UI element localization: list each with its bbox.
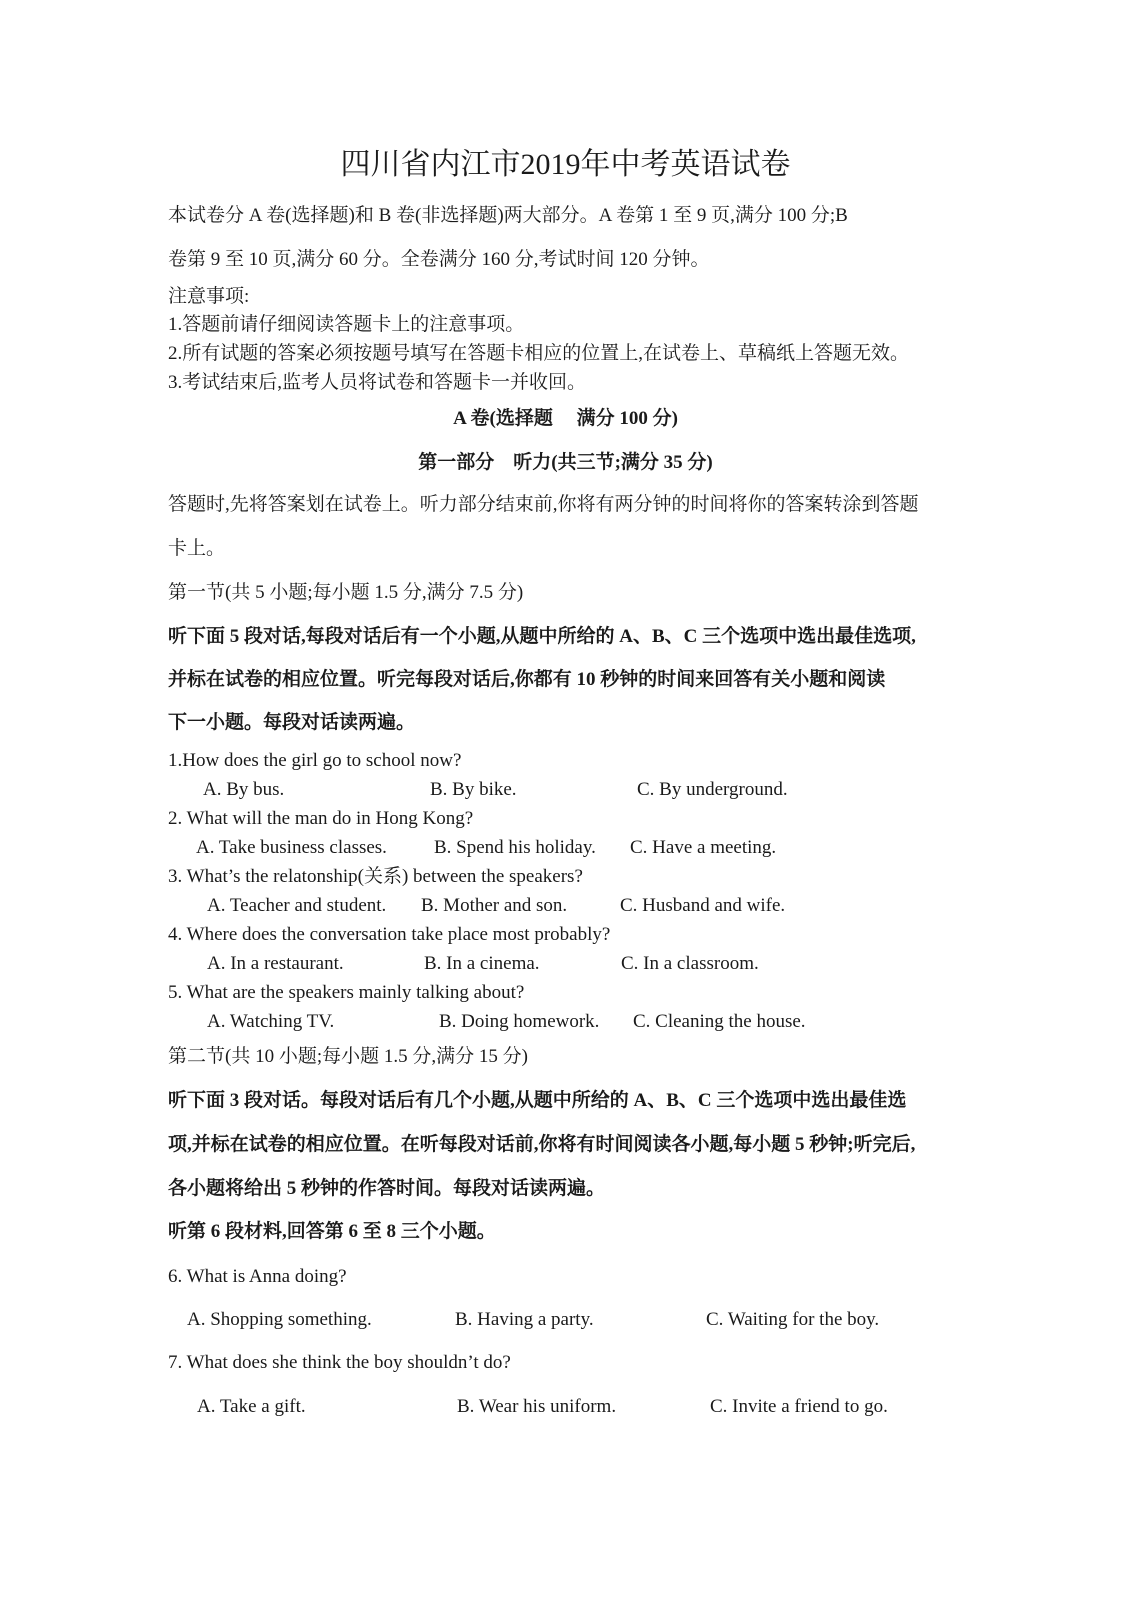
intro-line: 本试卷分 A 卷(选择题)和 B 卷(非选择题)两大部分。A 卷第 1 至 9 页,满分 100 分;B bbox=[168, 205, 848, 226]
section-one-instruction: 听下面 5 段对话,每段对话后有一个小题,从题中所给的 A、B、C 三个选项中选出最佳选项, bbox=[168, 626, 916, 647]
notice-item: 1.答题前请仔细阅读答题卡上的注意事项。 bbox=[168, 314, 525, 335]
listening-note: 卡上。 bbox=[168, 538, 226, 559]
section-one-instruction: 并标在试卷的相应位置。听完每段对话后,你都有 10 秒钟的时间来回答有关小题和阅读 bbox=[168, 669, 886, 690]
notice-heading: 注意事项: bbox=[168, 286, 250, 307]
option-c: C. By underground. bbox=[637, 779, 788, 800]
option-a: A. By bus. bbox=[203, 779, 285, 800]
option-c: C. Waiting for the boy. bbox=[706, 1309, 880, 1330]
section-one-instruction: 下一小题。每段对话读两遍。 bbox=[168, 712, 416, 733]
option-a: A. Take business classes. bbox=[196, 837, 387, 858]
option-b: B. By bike. bbox=[430, 779, 517, 800]
question-text: 4. Where does the conversation take place most probably? bbox=[168, 924, 611, 945]
question-text: 2. What will the man do in Hong Kong? bbox=[168, 808, 474, 829]
part-one-heading: 第一部分 听力(共三节;满分 35 分) bbox=[418, 452, 713, 473]
option-a: A. Take a gift. bbox=[197, 1396, 306, 1417]
option-b: B. Having a party. bbox=[455, 1309, 594, 1330]
option-b: B. Wear his uniform. bbox=[457, 1396, 617, 1417]
intro-line: 卷第 9 至 10 页,满分 60 分。全卷满分 160 分,考试时间 120 分钟。 bbox=[168, 249, 710, 270]
option-c: C. In a classroom. bbox=[621, 953, 759, 974]
option-a: A. Watching TV. bbox=[207, 1011, 335, 1032]
option-c: C. Have a meeting. bbox=[630, 837, 777, 858]
option-b: B. Mother and son. bbox=[421, 895, 568, 916]
section-two-instruction: 项,并标在试卷的相应位置。在听每段对话前,你将有时间阅读各小题,每小题 5 秒钟;听完后, bbox=[168, 1134, 916, 1155]
option-a: A. In a restaurant. bbox=[207, 953, 344, 974]
section-two-instruction: 各小题将给出 5 秒钟的作答时间。每段对话读两遍。 bbox=[168, 1178, 606, 1199]
option-b: B. Doing homework. bbox=[439, 1011, 600, 1032]
section-one-heading: 第一节(共 5 小题;每小题 1.5 分,满分 7.5 分) bbox=[168, 582, 524, 603]
question-text: 1.How does the girl go to school now? bbox=[168, 750, 462, 771]
section-two-heading: 第二节(共 10 小题;每小题 1.5 分,满分 15 分) bbox=[168, 1046, 528, 1067]
option-a: A. Teacher and student. bbox=[207, 895, 387, 916]
option-a: A. Shopping something. bbox=[187, 1309, 372, 1330]
question-text: 7. What does she think the boy shouldn’t do? bbox=[168, 1352, 511, 1373]
material-6-instruction: 听第 6 段材料,回答第 6 至 8 三个小题。 bbox=[168, 1221, 496, 1242]
section-a-heading: A 卷(选择题 满分 100 分) bbox=[453, 408, 678, 429]
question-text: 5. What are the speakers mainly talking about? bbox=[168, 982, 525, 1003]
option-c: C. Cleaning the house. bbox=[633, 1011, 806, 1032]
notice-item: 3.考试结束后,监考人员将试卷和答题卡一并收回。 bbox=[168, 372, 587, 393]
listening-note: 答题时,先将答案划在试卷上。听力部分结束前,你将有两分钟的时间将你的答案转涂到答题 bbox=[168, 494, 919, 515]
notice-item: 2.所有试题的答案必须按题号填写在答题卡相应的位置上,在试卷上、草稿纸上答题无效。 bbox=[168, 343, 910, 364]
page-title: 四川省内江市2019年中考英语试卷 bbox=[340, 148, 791, 181]
option-b: B. Spend his holiday. bbox=[434, 837, 596, 858]
question-text: 6. What is Anna doing? bbox=[168, 1266, 347, 1287]
section-two-instruction: 听下面 3 段对话。每段对话后有几个小题,从题中所给的 A、B、C 三个选项中选出最佳选 bbox=[168, 1090, 907, 1111]
question-text: 3. What’s the relatonship(关系) between the speakers? bbox=[168, 866, 583, 887]
option-b: B. In a cinema. bbox=[424, 953, 540, 974]
option-c: C. Husband and wife. bbox=[620, 895, 786, 916]
option-c: C. Invite a friend to go. bbox=[710, 1396, 888, 1417]
